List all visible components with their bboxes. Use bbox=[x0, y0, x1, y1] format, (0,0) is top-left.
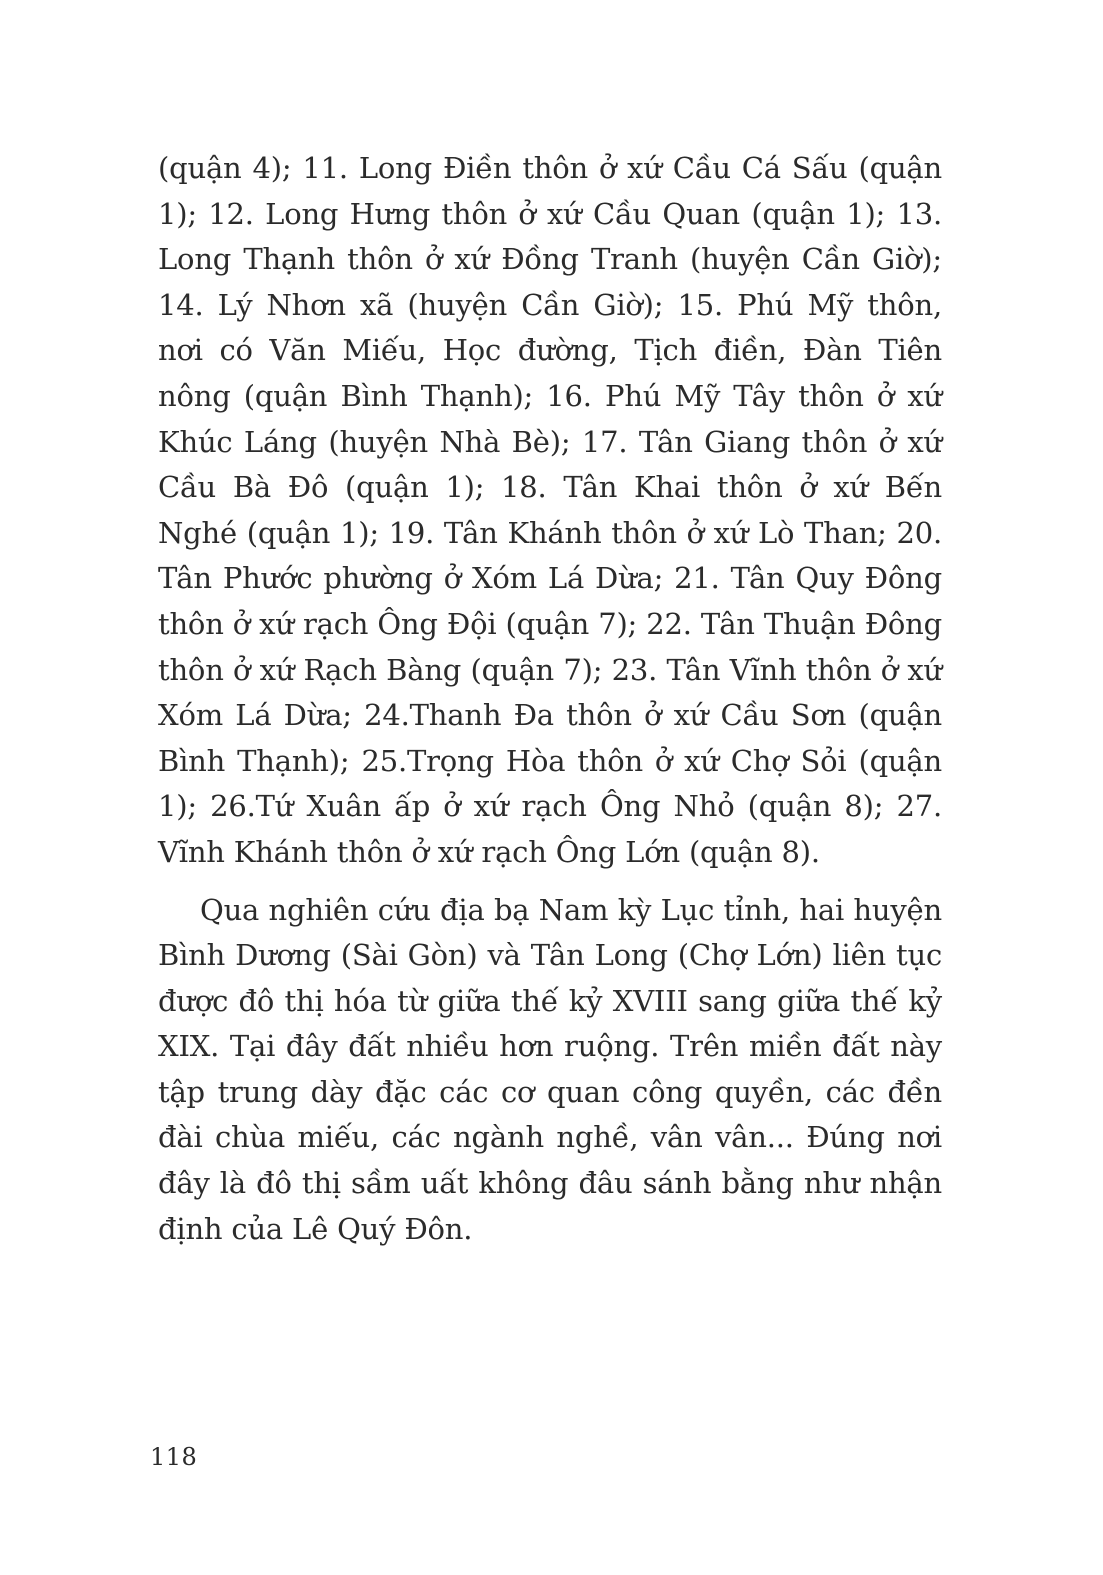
page-number: 118 bbox=[150, 1443, 198, 1471]
paragraph-continued-list: (quận 4); 11. Long Điền thôn ở xứ Cầu Cá Sấu (quận 1); 12. Long Hưng thôn ở xứ Cầu Quan (quận 1); 13. Long Thạnh thôn ở xứ Đồng Tranh (huyện Cần Giờ); 14. Lý Nhơn xã (huyện Cần Giờ); 15. Phú Mỹ thôn, nơi có Văn Miếu, Học đường, Tịch điền, Đàn Tiên nông (quận Bình Thạnh); 16. Phú Mỹ Tây thôn ở xứ Khúc Láng (huyện Nhà Bè); 17. Tân Giang thôn ở xứ Cầu Bà Đô (quận 1); 18. Tân Khai thôn ở xứ Bến Nghé (quận 1); 19. Tân Khánh thôn ở xứ Lò Than; 20. Tân Phước phường ở Xóm Lá Dừa; 21. Tân Quy Đông thôn ở xứ rạch Ông Đội (quận 7); 22. Tân Thuận Đông thôn ở xứ Rạch Bàng (quận 7); 23. Tân Vĩnh thôn ở xứ Xóm Lá Dừa; 24.Thanh Đa thôn ở xứ Cầu Sơn (quận Bình Thạnh); 25.Trọng Hòa thôn ở xứ Chợ Sỏi (quận 1); 26.Tứ Xuân ấp ở xứ rạch Ông Nhỏ (quận 8); 27. Vĩnh Khánh thôn ở xứ rạch Ông Lớn (quận 8). bbox=[158, 151, 942, 869]
body-text bbox=[158, 146, 942, 1252]
paragraph-urbanization: Qua nghiên cứu địa bạ Nam kỳ Lục tỉnh, hai huyện Bình Dương (Sài Gòn) và Tân Long (Chợ Lớn) liên tục được đô thị hóa từ giữa thế kỷ XVIII sang giữa thế kỷ XIX. Tại đây đất nhiều hơn ruộng. Trên miền đất này tập trung dày đặc các cơ quan công quyền, các đền đài chùa miếu, các ngành nghề, vân vân... Đúng nơi đây là đô thị sầm uất không đâu sánh bằng như nhận định của Lê Quý Đôn. bbox=[158, 892, 942, 1246]
